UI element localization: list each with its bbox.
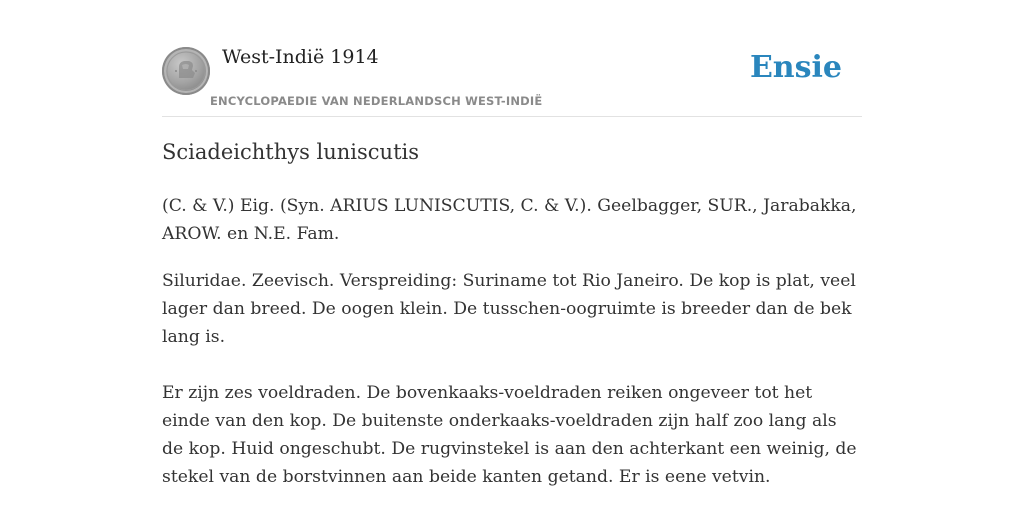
article-paragraph: Er zijn zes voeldraden. De bovenkaaks-voeldraden reiken ongeveer tot het einde van den kop. De buitenste onderkaaks-voeldraden zijn half zoo lang als de kop. Huid ongeschubt. De rugvinstekel is aan den achterkant een weinig, de stekel van de borstvinnen aan beide kanten getand. Er is eene vetvin. (162, 383, 857, 487)
brand-logo-link[interactable]: Ensie (749, 50, 842, 85)
coin-emblem-icon (162, 47, 210, 95)
site-subtitle: ENCYCLOPAEDIE VAN NEDERLANDSCH WEST-INDIË (210, 94, 543, 108)
coin-logo-icon[interactable] (162, 47, 210, 95)
article-paragraph: (C. & V.) Eig. (Syn. ARIUS LUNISCUTIS, C. & V.). Geelbagger, SUR., Jarabakka, AROW. en N.E. Fam. (162, 196, 857, 244)
site-title[interactable]: West-Indië 1914 (222, 46, 379, 68)
article-paragraph: Siluridae. Zeevisch. Verspreiding: Suriname tot Rio Janeiro. De kop is plat, veel lager dan breed. De oogen klein. De tusschen-oogruimte is breeder dan de bek lang is. (162, 271, 856, 347)
site-header (162, 0, 862, 117)
content-container (162, 0, 862, 487)
article-title: Sciadeichthys luniscutis (162, 140, 420, 164)
